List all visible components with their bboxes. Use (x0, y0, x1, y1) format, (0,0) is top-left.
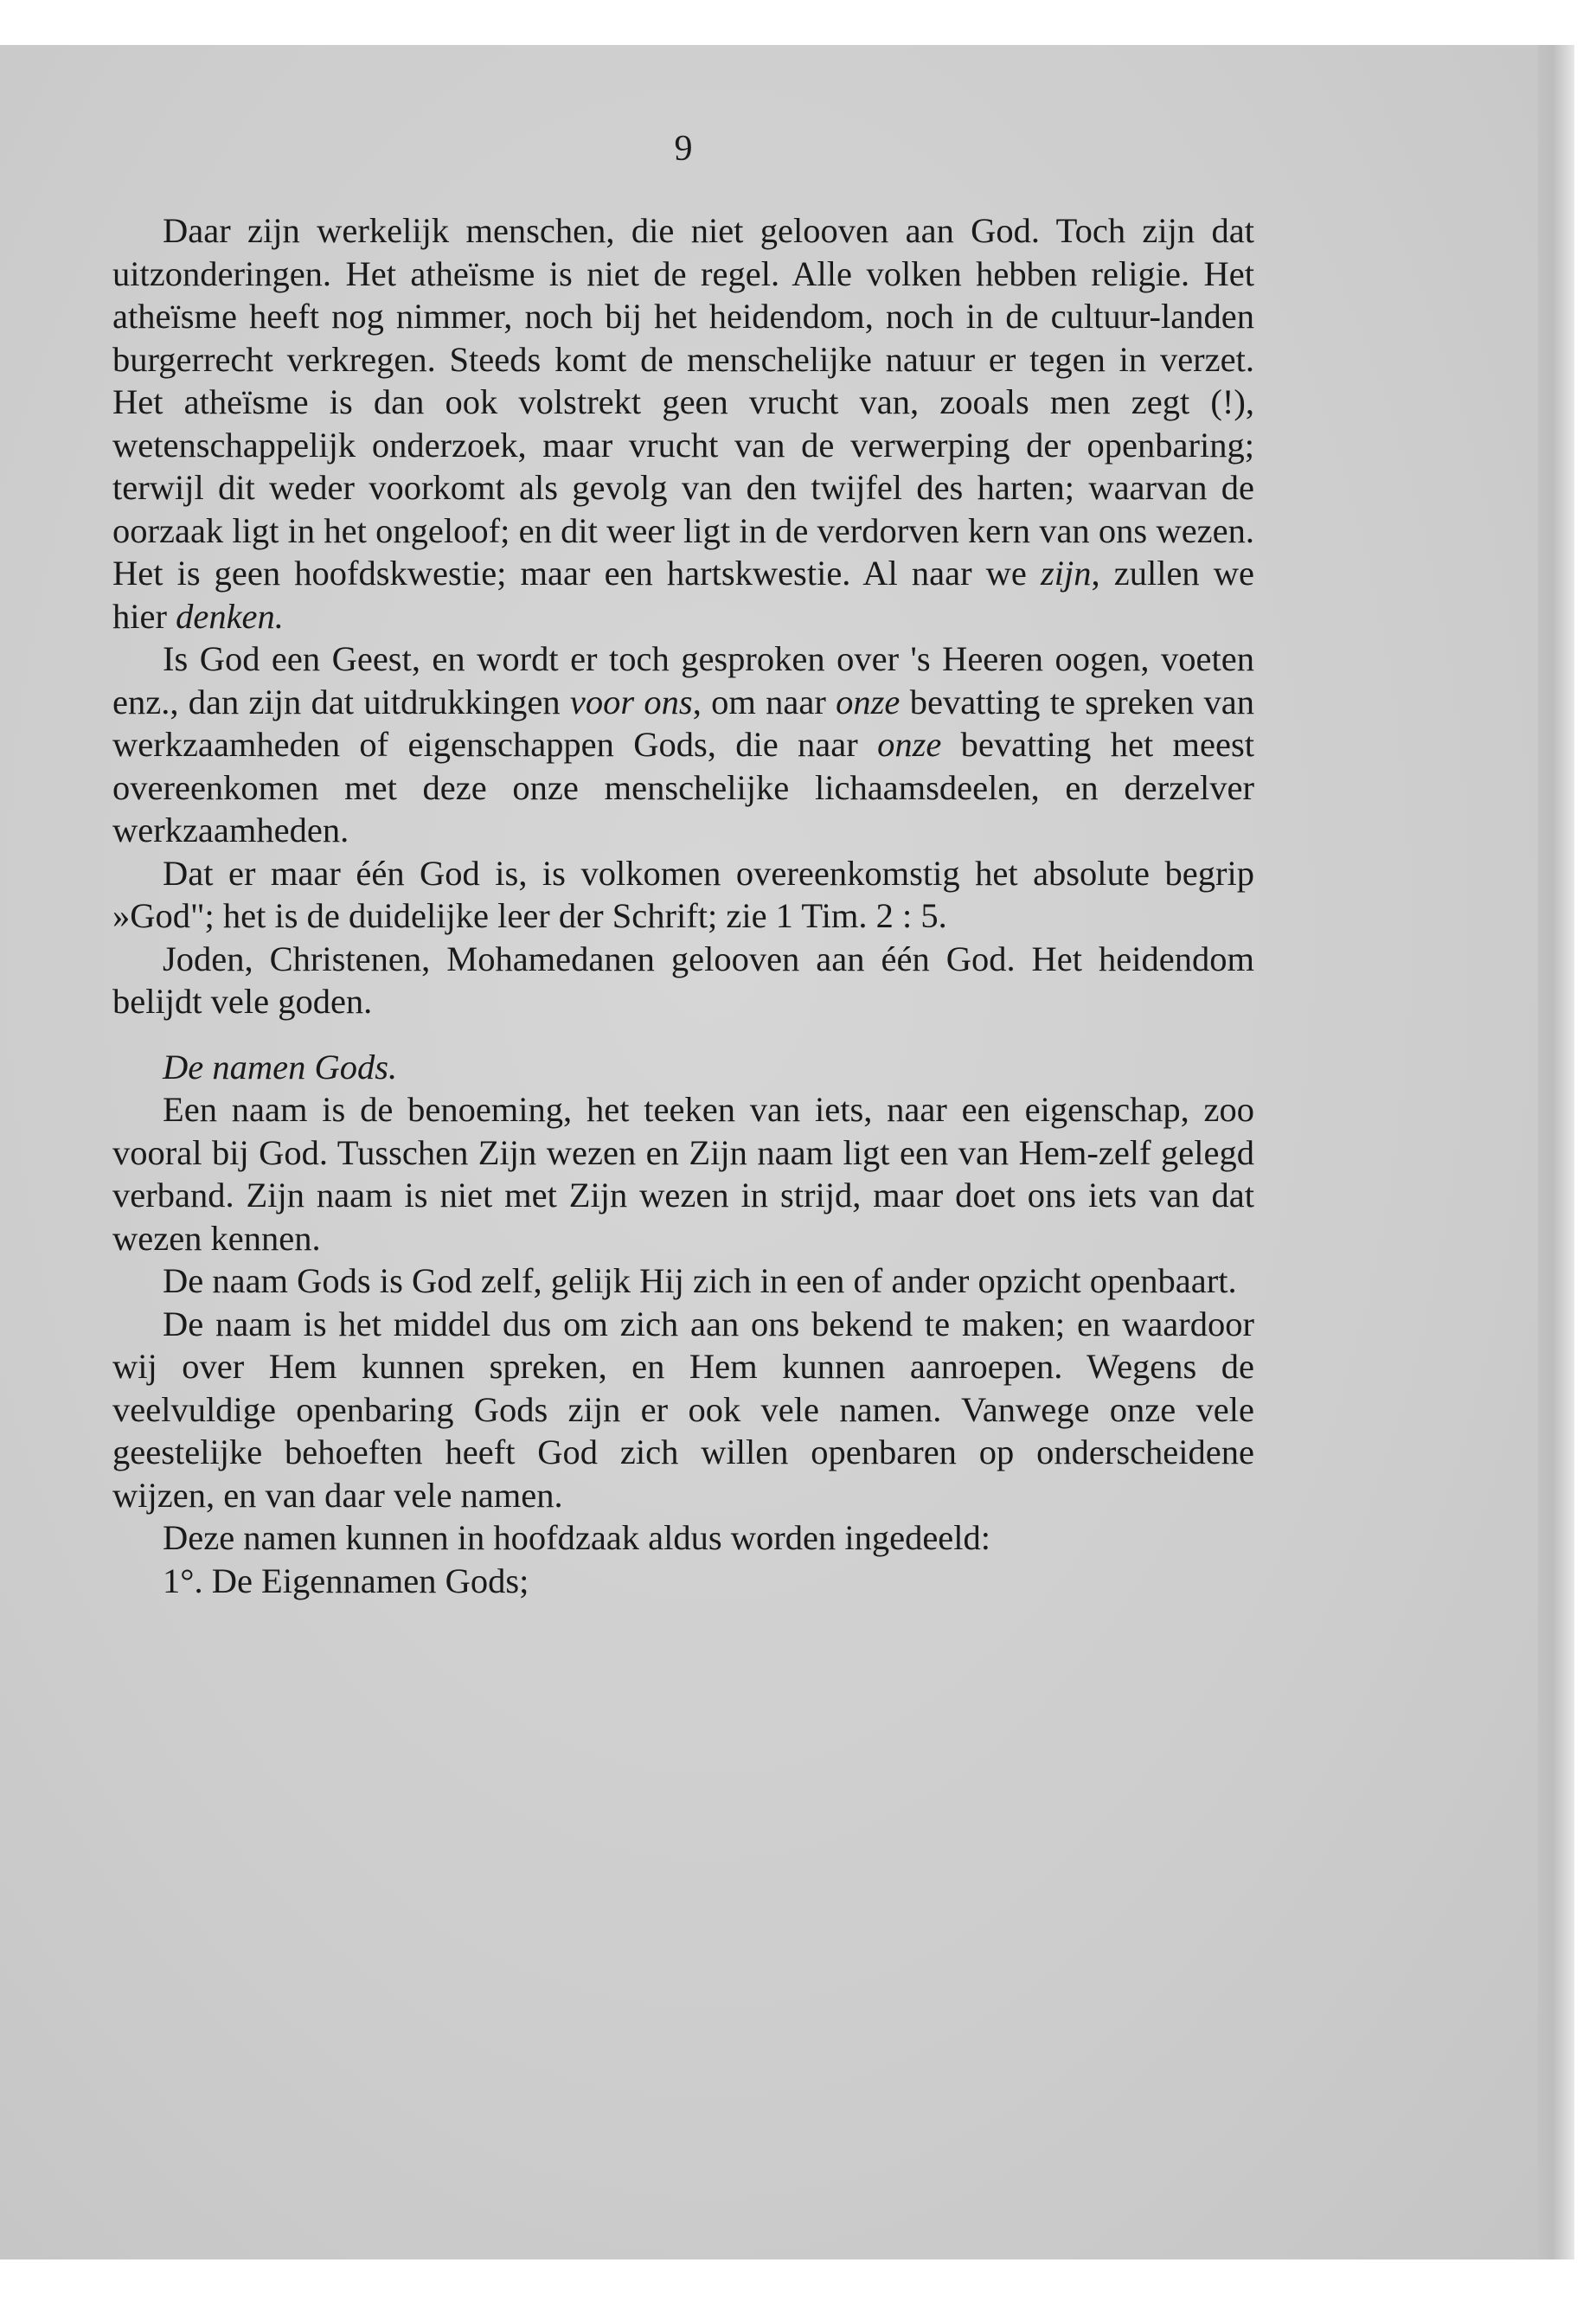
text-run: bevatting het meest overeenkomen met deze onze menschelijke lichaamsdeelen, en derzelver werkzaamheden. (112, 725, 1255, 849)
text-run: Joden, Christenen, Mohamedanen gelooven aan één God. Het heidendom belijdt vele goden. (112, 939, 1254, 1021)
section-paragraph: De naam Gods is God zelf, gelijk Hij zich in een of ander opzicht openbaart. (163, 1261, 1237, 1300)
paragraph-god-spirit (112, 638, 1254, 852)
section-heading: De namen Gods. (163, 1047, 398, 1086)
italic-run: voor ons (569, 682, 693, 721)
text-run: Is God een Geest, en wordt er toch gesproken over 's Heeren oogen, voeten enz., dan zijn dat uitdrukkingen (112, 639, 1254, 721)
page-edge-shadow (1538, 45, 1574, 2259)
text-run: bevatting te spreken van werkzaamheden of eigenschappen Gods, die naar (112, 682, 1254, 764)
paragraph-one-god (112, 852, 1254, 938)
section-paragraph: De naam is het middel dus om zich aan ons bekend te maken; en waardoor wij over Hem kunnen spreken, en Hem kunnen aanroepen. Wegens de veelvuldige openbaring Gods zijn er ook vele namen. Vanwege onze vele geestelijke behoeften heeft God zich willen openbaren op onderscheidene wijzen, en van daar vele namen. (112, 1304, 1254, 1515)
text-run: , zullen we hier (112, 554, 1254, 636)
text-run: Daar zijn werkelijk menschen, die niet gelooven aan God. Toch zijn dat uitzonderingen. Het atheïsme is niet de regel. Alle volken hebben religie. Het atheïsme heeft nog nimmer, noch bij het heidendom, noch in de cultuur-landen burgerrecht verkregen. Steeds komt de menschelijke natuur er tegen in verzet. Het atheïsme is dan ook volstrekt geen vrucht van, zooals men zegt (!), wetenschappelijk onderzoek, maar vrucht van de verwerping der openbaring; terwijl dit weder voorkomt als gevolg van den twijfel des harten; waarvan de oorzaak ligt in het ongeloof; en dit weer ligt in de verdorven kern van ons wezen. Het is geen hoofdskwestie; maar een hartskwestie. Al naar we (112, 211, 1254, 593)
text-run: , om naar (692, 682, 836, 721)
italic-run: onze (836, 682, 901, 721)
paragraph-religions (112, 938, 1254, 1023)
scanned-page (0, 45, 1574, 2259)
italic-run: onze (877, 725, 942, 764)
page-number: 9 (674, 129, 693, 169)
section-paragraph: Deze namen kunnen in hoofdzaak aldus worden ingedeeld: (163, 1518, 991, 1557)
italic-run: denken. (176, 596, 284, 636)
paragraph-atheism (112, 209, 1254, 638)
body-text (112, 209, 1254, 1602)
text-run: Dat er maar één God is, is volkomen overeenkomstig het absolute begrip »God"; het is de duidelijke leer der Schrift; zie 1 Tim. 2 : 5. (112, 853, 1254, 935)
section-paragraph: Een naam is de benoeming, het teeken van iets, naar een eigenschap, zoo vooral bij God. Tusschen Zijn wezen en Zijn naam ligt een van Hem-zelf gelegd verband. Zijn naam is niet met Zijn wezen in strijd, maar doet ons iets van dat wezen kennen. (112, 1090, 1254, 1258)
section-paragraph: 1°. De Eigennamen Gods; (163, 1561, 529, 1600)
italic-run: zijn (1040, 554, 1092, 593)
